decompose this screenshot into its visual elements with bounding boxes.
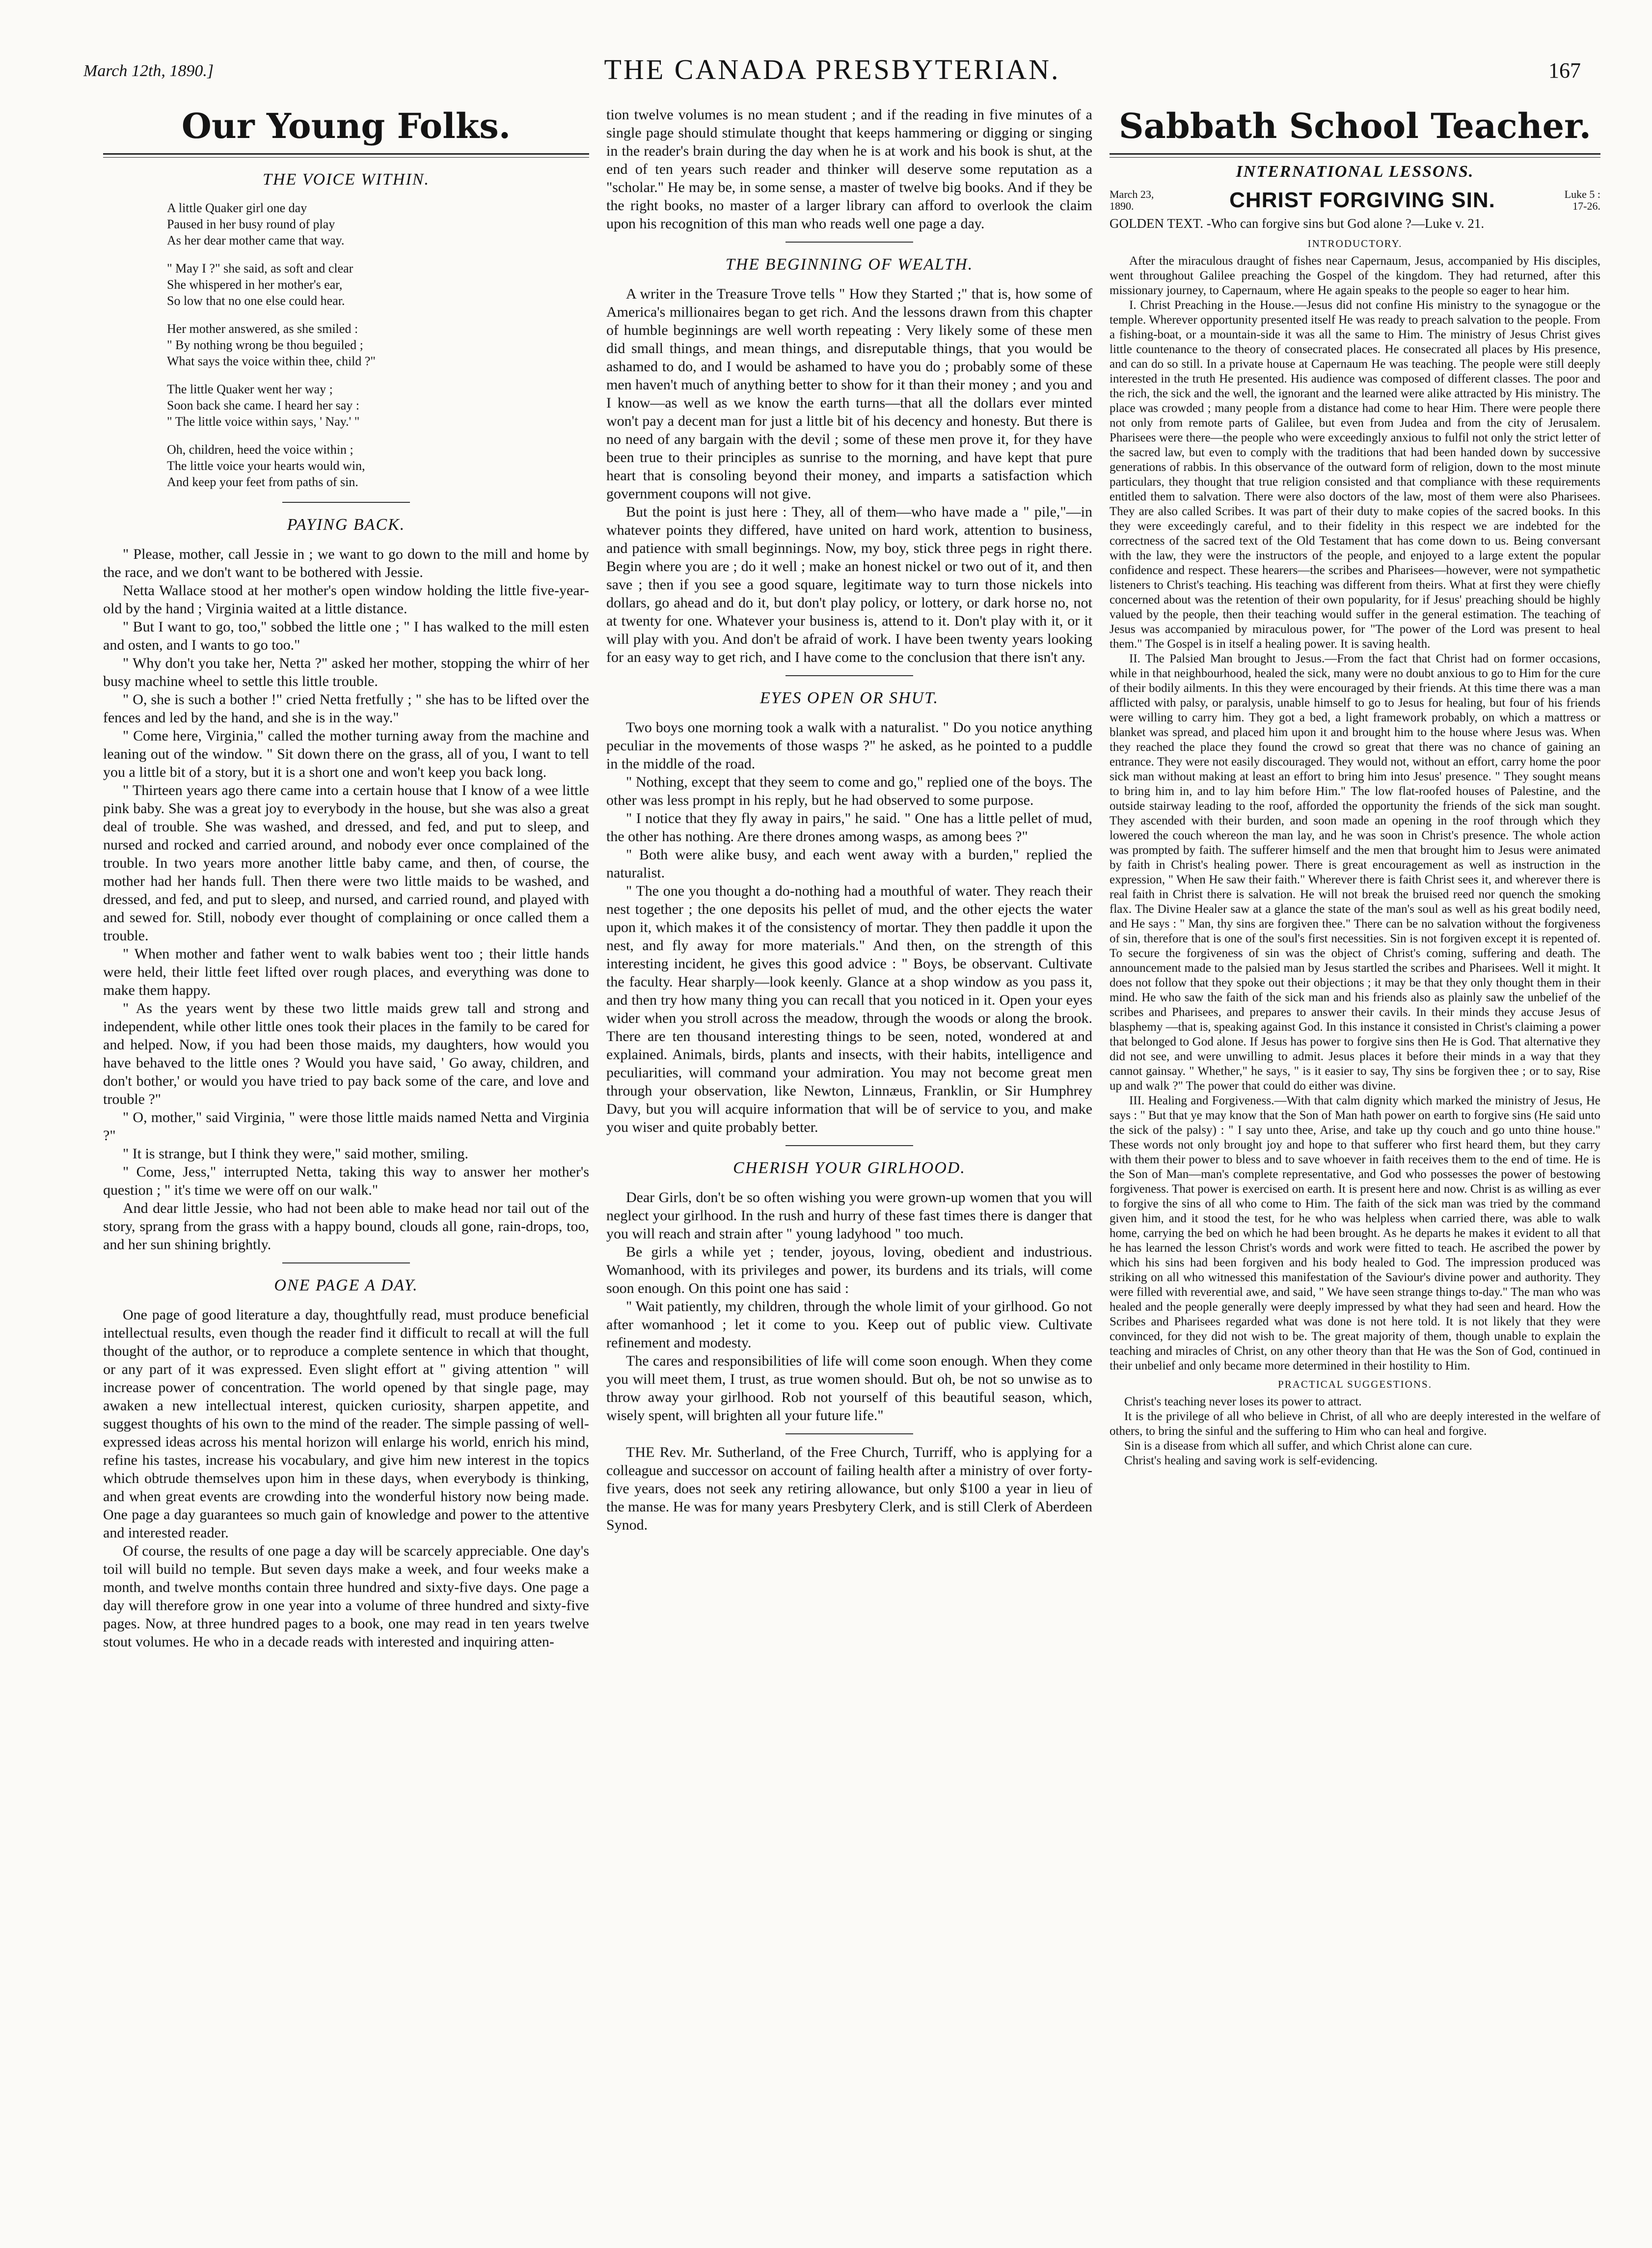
poem-line: A little Quaker girl one day [167, 201, 307, 215]
church-notice: THE Rev. Mr. Sutherland, of the Free Church, Turriff, who is applying for a colleague and successor on account of failing health after a ministry of over forty-five years, does not seek any retiring allowance, but only $100 a year in lieu of the manse. He was for many years Presbytery Clerk, and is still Clerk of Aberdeen Synod. [606, 1444, 1092, 1533]
paragraph: " Nothing, except that they seem to come and go," replied one of the boys. The other was less prompt in his reply, but he had observed to some purpose. [606, 774, 1092, 808]
poem-line: " By nothing wrong be thou beguiled ; [167, 338, 363, 352]
poem-line: Paused in her busy round of play [167, 217, 335, 231]
paragraph: " Come here, Virginia," called the mother turning away from the machine and leaning out of the window. " Sit down there on the grass, all of you, I want to tell you a little bit of a story, but it is a short one and won't keep you back long. [103, 728, 589, 780]
divider [785, 1433, 913, 1434]
lesson-heading [1110, 188, 1600, 213]
paragraph: " Please, mother, call Jessie in ; we want to go down to the mill and home by the race, and we don't want to be bothered with Jessie. [103, 546, 589, 580]
lesson-title: CHRIST FORGIVING SIN. [1229, 188, 1495, 212]
divider [785, 675, 913, 676]
section-rule [103, 153, 589, 158]
article-body [606, 718, 1092, 1136]
divider [785, 1145, 913, 1146]
paragraph: III. Healing and Forgiveness.—With that calm dignity which marked the ministry of Jesus, He says : " But that ye may know that the Son of Man hath power on earth to forgive sins (He said unto the sick of the palsy) : " I say unto thee, Arise, and take up thy couch and go unto thine house." These words not only brought joy and hope to that sufferer who first heard them, but they carry with them their power to bless and to save whoever in faith receives them to the end of time. He is the Son of Man—man's complete representative, and God who possesses the power of bestowing forgiveness. That power is exercised on earth. It is present here and now. Christ is as willing as ever to forgive the sins of all who come to Him. The faith of the sick man was tried by the command given him, and it stood the test, for he who was helpless when carried there, was able to walk home, carrying the bed on which he had been brought. As he departs he makes it evident to all that he has learned the lesson Christ's words and work were fitted to teach. He ascribed the power by which his sins had been forgiven and his body healed to God. The impression produced was striking on all who witnessed this manifestation of the Saviour's divine power and authority. They were filled with reverential awe, and said, " We have seen strange things to-day." The man who was healed and the people generally were deeply impressed by what they had seen and heard. How the Scribes and Pharisees regarded what was done is not here told. It is not likely that they were convinced, for they did not wish to be. The great majority of them, though unable to explain the teaching and miracles of Christ, on any other theory than that He was the Son of God, continued in their unbelief and only became more determined in their hostility to Him. [1110, 1094, 1600, 1372]
paragraph: A writer in the Treasure Trove tells " How they Started ;" that is, how some of America's millionaires began to get rich. And the lessons drawn from this chapter of humble beginnings are well worth repeating : Very likely some of these men did small things, and mean things, and disreputable things, that you would be ashamed to do, and I would be ashamed to have you do ; probably some of these men haven't much of anything better to show for it than their money ; and you and I know—as well as we know the earth turns—that all the dollars ever minted won't pay a decent man for just a little bit of his decency and honesty. But there is no need of any bargain with the devil ; some of these men prove it, for they have been true to their principles as sunrise to the morning, and have kept that pure heart that is consoling beyond their money, and imparts a satisfaction which government coupons will not give. [606, 286, 1092, 502]
poem-line: As her dear mother came that way. [167, 233, 345, 247]
divider [282, 502, 410, 503]
poem-line: The little voice your hearts would win, [167, 459, 365, 473]
page-header [83, 53, 1581, 87]
section-title: Our Young Folks. [181, 106, 511, 146]
lesson-date: March 23, 1890. [1110, 188, 1154, 212]
suggestion-item: Christ's teaching never loses its power to attract. [1124, 1395, 1362, 1408]
article-title: CHERISH YOUR GIRLHOOD. [733, 1159, 966, 1177]
section-rule [1110, 153, 1600, 158]
article-body [103, 1306, 589, 1651]
poem-line: Soon back she came. I heard her say : [167, 398, 360, 412]
paragraph: And dear little Jessie, who had not been able to make head nor tail out of the story, sprang from the grass with a happy bound, clouds all gone, rain-drops, too, and her sun shining brightly. [103, 1200, 589, 1253]
article-body [606, 1188, 1092, 1425]
page-number: 167 [1548, 58, 1581, 82]
suggestion-item: Sin is a disease from which all suffer, and which Christ alone can cure. [1124, 1439, 1472, 1453]
section-title: Sabbath School Teacher. [1119, 106, 1591, 146]
paragraph: After the miraculous draught of fishes near Capernaum, Jesus, accompanied by His disciples, went throughout Galilee preaching the Gospel of the kingdom. They had returned, after this missionary journey, to Capernaum, where He again speaks to the people so eager to hear him. [1110, 254, 1600, 297]
poem-stanza [167, 321, 589, 369]
paragraph: " But I want to go, too," sobbed the little one ; " I has walked to the mill esten and osten, and I wants to go too." [103, 619, 589, 653]
article-title: ONE PAGE A DAY. [274, 1276, 418, 1294]
suggestions-list [1110, 1395, 1600, 1468]
paragraph: One page of good literature a day, thoughtfully read, must produce beneficial intellectual results, even though the reader find it difficult to recall at will the full thought of the author, or to reproduce a complete sentence in which that thought, or any part of it was expressed. Even slight effort at " giving attention " will increase power of concentration. The world opened by that single page, may awaken a new intellectual interest, quicken curiosity, sharpen appetite, and suggest thoughts of his own to the mind of the reader. The simple passing of well-expressed ideas across his mental horizon will enlarge his world, enrich his mind, refine his tastes, increase his vocabulary, and give him new interest in the topics which obtrude themselves upon him in these days, when everybody is thinking, and when great events are crowding into the wonderful history now being made. One page a day guarantees so much gain of knowledge and power to the attentive and interested reader. [103, 1307, 589, 1541]
paragraph: The cares and responsibilities of life will come soon enough. When they come you will meet them, I trust, as true women should. But oh, be not so unwise as to throw away your girlhood. Rob not yourself of this beautiful season, which, wisely spent, will brighten all your future life." [606, 1353, 1092, 1424]
paragraph: Netta Wallace stood at her mother's open window holding the little five-year-old by the hand ; Virginia waited at a little distance. [103, 582, 589, 617]
section-subtitle: INTERNATIONAL LESSONS. [1236, 163, 1474, 181]
lesson-body [1110, 254, 1600, 1373]
paragraph: Two boys one morning took a walk with a naturalist. " Do you notice anything peculiar in the movements of those wasps ?" he asked, as he pointed to a puddle in the middle of the road. [606, 719, 1092, 772]
poem-line: " May I ?" she said, as soft and clear [167, 261, 353, 275]
column-young-folks [103, 106, 589, 1651]
poem-line: Oh, children, heed the voice within ; [167, 442, 353, 457]
article-body [606, 285, 1092, 666]
article-title: THE BEGINNING OF WEALTH. [725, 255, 974, 274]
paragraph: " When mother and father went to walk babies went too ; their little hands were held, their little feet lifted over rough places, and everything was done to make them happy. [103, 946, 589, 998]
column-sabbath-school [1110, 106, 1600, 1468]
subheading: PRACTICAL SUGGESTIONS. [1278, 1378, 1432, 1390]
paragraph: " O, she is such a bother !" cried Netta fretfully ; " she has to be lifted over the fences and led by the hand, and she is in the way." [103, 691, 589, 726]
golden-text: GOLDEN TEXT. -Who can forgive sins but God alone ?—Luke v. 21. [1110, 216, 1485, 231]
poem-line: The little Quaker went her way ; [167, 382, 333, 396]
poem [167, 200, 589, 490]
paragraph: " Thirteen years ago there came into a certain house that I know of a wee little pink baby. She was a great joy to everybody in the house, but she was also a great deal of trouble. She was washed, and dressed, and fed, and put to sleep, and nursed and rocked and carried around, and nobody ever once complained of the trouble. In two years more another little baby came, and then, of course, the mother had her hands full. Then there were two little maids to be washed, and dressed, and fed, and put to sleep, and nursed, and carried round, and played with and sewed for. Still, nobody ever thought of complaining or once called them a trouble. [103, 782, 589, 944]
poem-line: Her mother answered, as she smiled : [167, 322, 358, 336]
suggestion-item: It is the privilege of all who believe in Christ, of all who are deeply interested in the welfare of others, to bring the sinful and the suffering to Him who can heal and forgive. [1110, 1410, 1600, 1438]
paragraph: " It is strange, but I think they were," said mother, smiling. [123, 1146, 469, 1162]
paragraph: But the point is just here : They, all of them—who have made a " pile,"—in whatever points they differed, have united on hard work, attention to business, and patience with small beginnings. Now, my boy, stick three pegs in right there. Begin where you are ; do it well ; make an honest nickel or two out of it, and then save ; then if you see a good square, legitimate way to turn those nickels into dollars, go ahead and do it, but don't play policy, or lottery, or dark horse no, not at twenty for one. Whatever your business is, attend to it. Don't play with it, or it will play with you. And don't be afraid of work. I have been twenty years looking for an easy way to get rich, and I have come to the conclusion that there isn't any. [606, 504, 1092, 665]
article-title: EYES OPEN OR SHUT. [759, 689, 939, 707]
paragraph: " Both were alike busy, and each went away with a burden," replied the naturalist. [606, 847, 1092, 881]
paragraph: " The one you thought a do-nothing had a mouthful of water. They reach their nest together ; the one deposits his pellet of mud, and the other ejects the water upon it, which makes it of the consistency of mortar. They then paddle it upon the nest, and fly away for more materials." And then, on the strength of this interesting incident, he gives this good advice : " Boys, be observant. Cultivate the faculty. Hear sharply—look keenly. Glance at a shop window as you pass it, and then try how many thing you can recall that you noticed in it. Open your eyes wider when you stroll across the meadow, through the woods or along the brook. There are ten thousand interesting things to be seen, noted, wondered at and explained. Animals, birds, plants and insects, with their habits, intelligence and peculiarities, will command your admiration. You may not become great men through your observation, like Newton, Linnæus, Franklin, or Sir Humphrey Davy, but you will acquire information that will be of service to you, and make you wiser and quite probably better. [606, 883, 1092, 1135]
issue-date: March 12th, 1890.] [83, 62, 214, 80]
paragraph: " O, mother," said Virginia, " were those little maids named Netta and Virginia ?" [103, 1109, 589, 1144]
poem-stanza [167, 200, 589, 248]
paragraph: Be girls a while yet ; tender, joyous, loving, obedient and industrious. Womanhood, with its privileges and power, its burdens and its trials, will come soon enough. On this point one has said : [606, 1244, 1092, 1296]
paragraph: Dear Girls, don't be so often wishing you were grown-up women that you will neglect your girlhood. In the rush and hurry of these fast times there is danger that you will reach and strain after " young ladyhood " too much. [606, 1189, 1092, 1242]
continued-paragraph: tion twelve volumes is no mean student ; and if the reading in five minutes of a single page should stimulate thought that keeps hammering or digging or singing in the reader's brain during the day when he is at work and his book is shut, at the end of ten years such reader and thinker will deserve some reputation as a "scholar." He may be, in some sense, a master of twelve big books. And if they be the right books, no master of a larger library can afford to overlook the claim upon his recognition of this man who reads well one page a day. [606, 107, 1092, 232]
paragraph: I. Christ Preaching in the House.—Jesus did not confine His ministry to the synagogue or the temple. Wherever opportunity presented itself He was ready to preach salvation to the people. From a fishing-boat, or a mountain-side it was all the same to Him. The ministry of Jesus Christ gives little countenance to the theory of consecrated places. He consecrated all places by His presence, and can do so still. In a private house at Capernaum He was teaching. The people were still deeply interested in the truth He presented. His audience was composed of different classes. The poor and the rich, the sick and the well, the ignorant and the learned were alike attracted by His ministry. The place was crowded ; many people from a distance had come to hear Him. There were people there not only from remote parts of Galilee, but even from Judea and from the city of Jerusalem. Pharisees were there—the people who were exceedingly anxious to fulfil not only the strict letter of the sacred law, but even to comply with the traditions that had been handed down by successive generations of rabbis. In this observance of the outward form of religion, down to the most minute particulars, they thought that true religion consisted and that compliance with these requirements entitled them to salvation. There were also doctors of the law, most of them were also Pharisees. They are also called Scribes. It was part of their duty to make copies of the sacred books. In this they were exceedingly careful, and to their fidelity in this respect we are indebted for the correctness of the sacred text of the Old Testament that has come down to us. Being conversant with the law, they were the instructors of the people, and enjoyed to a large extent the popular confidence and respect. These hearers—the scribes and Pharisees—however, were not sympathetic listeners to Christ's teaching. His teaching was different from theirs. What at first they were chiefly concerned about was the retention of their own popularity, for if Jesus' preaching should be highly valued by the people, then their teaching would suffer in the general estimation. The teaching of Jesus was accompanied by miraculous power, for "The power of the Lord was present to heal them." The Gospel is in itself a healing power. It is saving health. [1110, 299, 1600, 651]
lesson-reference: Luke 5 : 17-26. [1564, 188, 1600, 212]
paragraph: " Come, Jess," interrupted Netta, taking this way to answer her mother's question ; " it's time we were off on our walk." [103, 1164, 589, 1198]
poem-stanza [167, 381, 589, 430]
column-articles [606, 106, 1092, 1534]
newspaper-title: THE CANADA PRESBYTERIAN. [604, 54, 1060, 85]
paragraph: II. The Palsied Man brought to Jesus.—From the fact that Christ had on former occasions, while in that neighbourhood, healed the sick, many were no doubt anxious to go to Him for the cure of their bodily ailments. In this they were encouraged by their friends. At this time there was a man afflicted with palsy, or paralysis, unable himself to go to Jesus for healing, but four of his friends were willing to carry him. They got a bed, a light framework probably, on which a mattress or blanket was spread, and placed him upon it and brought him to the house where Jesus was. When they reached the place they found the crowd so great that there was no chance of gaining an entrance. They were not easily discouraged. They would not, without an effort, carry home the poor sick man without making at least an effort to bring him into Jesus' presence. " They sought means to bring him in, and to lay him before Him." The low flat-roofed houses of Palestine, and the outside stairway leading to the roof, afforded the opportunity the friends of the sick man sought. They ascended with their burden, and soon made an opening in the roof through which they lowered the couch whereon the man lay, and he was soon in Christ's presence. The whole action was prompted by faith. The sufferer himself and the men that brought him to Jesus were animated by faith in Christ's healing power. There is great encouragement as well as instruction in the expression, " When He saw their faith." Wherever there is faith Christ sees it, and wherever there is real faith in Christ there is salvation. He will not break the bruised reed nor quench the smoking flax. The Divine Healer saw at a glance the state of the man's soul as well as his great bodily need, and He says : " Man, thy sins are forgiven thee." There can be no salvation without the forgiveness of sin, therefore that is one of the soul's first necessities. Sin is not forgiven except it is repented of. To secure the forgiveness of sin was the object of Christ's coming, suffering and death. The announcement made to the palsied man by Jesus startled the scribes and Pharisees. Well it might. It does not follow that they spoke out their objections ; it may be that they only thought them in their mind. He who saw the faith of the sick man and his friends also as plainly saw the unbelief of the scribes and Pharisees, and prepares to answer their cavils. In their minds they accuse Jesus of blasphemy —that is, speaking against God. In this instance it consisted in Christ's claiming a power that belonged to God alone. If Jesus has power to forgive sins then He is God. That alternative they did not see, and were unwilling to admit. Jesus places it before their minds in a way that they cannot gainsay. " Whether," he says, " is it easier to say, Thy sins be forgiven thee ; or to say, Rise up and walk ?" The power that could do either was divine. [1110, 652, 1600, 1093]
subheading: INTRODUCTORY. [1307, 238, 1403, 249]
paragraph: " As the years went by these two little maids grew tall and strong and independent, while other little ones took their places in the family to be cared for and helped. Now, if you had been those maids, my daughters, how would you have behaved to the little ones ? Would you have said, ' Go away, children, and don't bother,' or would you have tried to pay back some of the care, and love and trouble ?" [103, 1000, 589, 1107]
poem-line: She whispered in her mother's ear, [167, 277, 343, 292]
paragraph: " Why don't you take her, Netta ?" asked her mother, stopping the whirr of her busy machine wheel to settle this little trouble. [103, 655, 589, 689]
poem-line: And keep your feet from paths of sin. [167, 475, 358, 489]
poem-stanza [167, 441, 589, 490]
paragraph: Of course, the results of one page a day will be scarcely appreciable. One day's toil will build no temple. But seven days make a week, and four weeks make a month, and twelve months contain three hundred and sixty-five days. One page a day will therefore grow in one year into a volume of three hundred and sixty-five pages. Now, at three hundred pages to a book, one may read in ten years twelve stout volumes. He who in a decade reads with interested and inquiring atten- [103, 1543, 589, 1650]
article-body [103, 545, 589, 1254]
divider [282, 1262, 410, 1263]
suggestion-item: Christ's healing and saving work is self-evidencing. [1124, 1454, 1378, 1467]
poem-line: What says the voice within thee, child ?" [167, 354, 376, 368]
article-title: PAYING BACK. [287, 516, 406, 534]
poem-line: " The little voice within says, ' Nay.' " [167, 414, 360, 429]
poem-line: So low that no one else could hear. [167, 294, 345, 308]
paragraph: " Wait patiently, my children, through the whole limit of your girlhood. Go not after womanhood ; let it come to you. Keep out of public view. Cultivate refinement and modesty. [606, 1298, 1092, 1351]
article-title: THE VOICE WITHIN. [263, 170, 430, 189]
poem-stanza [167, 260, 589, 309]
divider [785, 242, 913, 243]
paragraph: " I notice that they fly away in pairs," he said. " One has a little pellet of mud, the other has nothing. Are there drones among wasps, as among bees ?" [606, 810, 1092, 845]
